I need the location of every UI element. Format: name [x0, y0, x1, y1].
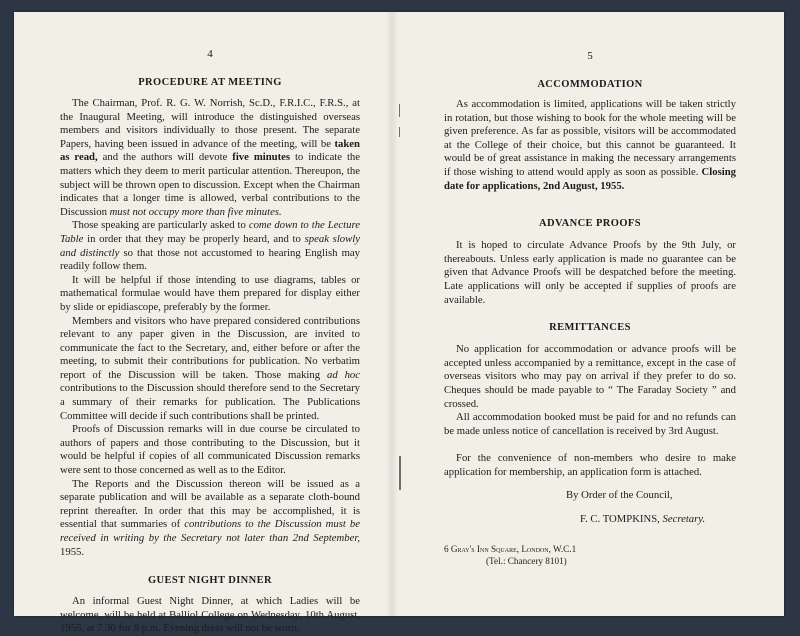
procedure-heading: PROCEDURE AT MEETING: [138, 77, 282, 88]
procedure-paragraph-3: It will be helpful if those intending to use diagrams, tables or mathematical formulae would have them prepared for display either by slide or epidiascope, preferably by the former.: [60, 273, 360, 313]
order-of-council: By Order of the Council,: [566, 489, 673, 502]
procedure-paragraph-6: The Reports and the Discussion thereon will be issued as a separate publication and will be available as a separate cloth-bound reprint thereafter. In order that this may be accomplished, it is essential that summaries of contributions to the Discussion must be received in writing by the Secretary not later than 2nd September, 1955.: [60, 477, 360, 558]
procedure-paragraph-1: The Chairman, Prof. R. G. W. Norrish, Sc.D., F.R.I.C., F.R.S., at the Inaugural Meeting, will introduce the distinguished overseas members and visitors individually to those present. The separate Papers, having been issued in advance of the meeting, will be taken as read, and the authors will devote five minutes to indicate the matters which they deem to merit particular attention. Thereupon, the subject will be thrown open to discussion. Except when the Chairman indicates that a longer time is allowed, verbal contributions to the Discussion must not occupy more than five minutes.: [60, 97, 361, 218]
accommodation-heading: ACCOMMODATION: [537, 79, 643, 90]
guest-night-heading: GUEST NIGHT DINNER: [147, 575, 273, 587]
page-fold: [386, 12, 398, 616]
page-number-left: 4: [207, 48, 213, 60]
binding-staple-bottom: [399, 456, 401, 490]
signatory: F. C. TOMPKINS, Secretary.: [580, 513, 706, 526]
remittances-paragraph-2: All accommodation booked must be paid for and no refunds can be made unless notice of cancellation is received by 3rd August.: [444, 411, 736, 437]
remittances-heading: REMITTANCES: [549, 322, 631, 334]
page-number-right: 5: [587, 50, 593, 62]
advance-proofs-heading: ADVANCE PROOFS: [539, 218, 641, 230]
address-line-2: (Tel.: Chancery 8101): [486, 555, 567, 566]
remittances-paragraph-1: No application for accommodation or advance proofs will be accepted unless accompanied by a remittance, except in the case of overseas visitors who may pay on arrival if they prefer to do so. Cheques should be made payable to “ The Faraday Society ” and crossed.: [444, 343, 736, 410]
advance-proofs-text: It is hoped to circulate Advance Proofs by the 9th July, or thereabouts. Unless early application is made no guarantee can be given that Advance Proofs will be despatched before the meeting. Late applications will only be accepted if supplies of proofs are available.: [444, 239, 736, 306]
binding-staple-top: [399, 104, 400, 117]
guest-night-text: An informal Guest Night Dinner, at which Ladies will be welcome, will be held at Balliol College on Wednesday, 10th August, 1955, at 7.30 for 8 p.m. Evening dress will not be worn.: [60, 595, 360, 635]
accommodation-text: As accommodation is limited, applications will be taken strictly in rotation, but those wishing to book for the whole meeting will be given preference. As far as possible, visitors will be accommodated at the College of their choice, but this cannot be guaranteed. It would be of great assistance in making the necessary arrangements if those wishing to attend would apply as soon as possible. Closing date for applications, 2nd August, 1955.: [444, 98, 736, 192]
binding-staple-mid: [399, 127, 400, 137]
address-line-1: 6 Gray's Inn Square, London, W.C.1: [444, 543, 577, 554]
right-page: [444, 12, 736, 567]
procedure-paragraph-4: Members and visitors who have prepared considered contributions relevant to any paper given in the Discussion, are invited to communicate the fact to the Secretary, and, either before or after the meeting, to submit their contributions for publication. No verbatim report of the Discussion will be taken. Those making ad hoc contributions to the Discussion should therefore send to the Secretary a summary of their remarks for publication. The Publications Committee will decide if such contributions shall be printed.: [60, 314, 360, 422]
membership-note: For the convenience of non-members who desire to make application for membership, an application form is attached.: [444, 452, 736, 478]
left-page: [60, 12, 360, 636]
procedure-paragraph-2: Those speaking are particularly asked to come down to the Lecture Table in order that they may be properly heard, and to speak slowly and distinctly so that those not accustomed to hearing English may readily follow them.: [60, 219, 360, 273]
procedure-paragraph-5: Proofs of Discussion remarks will in due course be circulated to authors of papers and those contributing to the Discussion, but it would be helpful if copies of all communicated Discussion remarks were sent to those concerned as well as to the Editor.: [60, 423, 360, 477]
